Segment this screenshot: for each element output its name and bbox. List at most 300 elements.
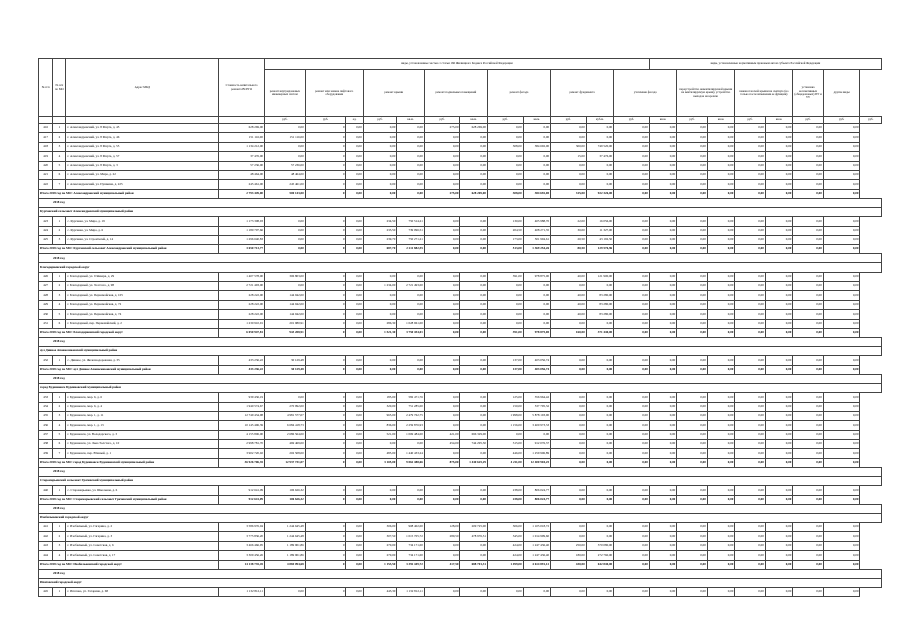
row-value: 0,00 bbox=[677, 523, 708, 532]
row-value: 0,00 bbox=[523, 587, 550, 596]
section-row bbox=[39, 207, 882, 216]
unit-cell: кв.м. bbox=[707, 117, 734, 124]
row-value: 0,00 bbox=[649, 152, 676, 161]
year-row bbox=[39, 338, 882, 347]
total-value: 0,00 bbox=[707, 495, 734, 504]
row-value: 0,00 bbox=[649, 486, 676, 495]
row-value: 0,00 bbox=[823, 587, 860, 596]
row-value: 0,00 bbox=[523, 282, 550, 291]
row-value: 0,00 bbox=[735, 291, 766, 300]
row-value: 0,00 bbox=[460, 541, 487, 550]
row-value: 0,00 bbox=[346, 440, 363, 449]
row-value: 3 902 720,02 bbox=[219, 449, 265, 458]
row-value: 0,00 bbox=[649, 310, 676, 319]
total-value: 0,00 bbox=[346, 329, 363, 338]
row-value: 0,00 bbox=[823, 440, 860, 449]
row-value: 16 056,00 bbox=[586, 217, 613, 226]
table-row bbox=[39, 133, 882, 142]
table-row bbox=[39, 142, 882, 151]
row-value: 0,00 bbox=[586, 486, 613, 495]
total-value: 80,50 bbox=[551, 245, 587, 254]
row-value: 0,00 bbox=[823, 180, 860, 189]
row-value: 0,00 bbox=[346, 319, 363, 328]
total-value: 0,00 bbox=[346, 495, 363, 504]
row-value: 151 116,00 bbox=[265, 133, 306, 142]
row-value: 275,00 bbox=[424, 124, 460, 133]
total-value: 0,00 bbox=[363, 189, 397, 198]
row-value: 0,00 bbox=[735, 430, 766, 439]
total-value: 275,00 bbox=[424, 189, 460, 198]
row-value: 0,00 bbox=[460, 291, 487, 300]
header-group-regional: виды, установленные нормативным правовым актом субъекта Российской Федерации bbox=[649, 59, 881, 70]
row-value: 1 180 707,66 bbox=[219, 226, 265, 235]
row-value: 0,00 bbox=[424, 449, 460, 458]
row-value: 0,00 bbox=[346, 587, 363, 596]
row-value: 238,00 bbox=[487, 486, 523, 495]
section-label: Курганский сельсовет Александровский муниципальный район bbox=[39, 207, 882, 216]
row-value: 0,00 bbox=[614, 152, 650, 161]
total-value: 0,00 bbox=[735, 365, 766, 374]
row-value: 0,00 bbox=[823, 133, 860, 142]
section-row bbox=[39, 347, 882, 356]
row-value: 0,00 bbox=[397, 133, 424, 142]
table-row bbox=[39, 282, 882, 291]
row-value: 3 466 466,95 bbox=[219, 541, 265, 550]
row-value: 0,00 bbox=[823, 300, 860, 309]
row-value: 0,00 bbox=[265, 217, 306, 226]
total-value: 0,00 bbox=[707, 189, 734, 198]
total-value: 0,00 bbox=[649, 495, 676, 504]
row-value: 1 940 574,67 bbox=[219, 402, 265, 411]
row-value: 0,00 bbox=[460, 393, 487, 402]
row-value: 2 721 493,00 bbox=[397, 282, 424, 291]
row-value: 5 878 193,90 bbox=[523, 411, 550, 420]
row-value: 0,00 bbox=[551, 393, 587, 402]
total-value: 0,00 bbox=[765, 495, 792, 504]
total-value: 0,00 bbox=[765, 329, 792, 338]
unit-cell: кв.м. bbox=[523, 117, 550, 124]
row-value: 0,00 bbox=[614, 282, 650, 291]
row-value: 0,00 bbox=[735, 133, 766, 142]
total-value: 315,00 bbox=[551, 189, 587, 198]
total-value: 0,00 bbox=[677, 189, 708, 198]
row-value: 0 bbox=[305, 356, 346, 365]
row-value: 696 329,00 bbox=[460, 430, 487, 439]
row-value: 0,00 bbox=[793, 170, 824, 179]
row-value: 384 692,00 bbox=[523, 142, 550, 151]
row-value: 0 bbox=[305, 449, 346, 458]
total-value: 912 641,09 bbox=[219, 495, 265, 504]
row-value: 0,00 bbox=[735, 217, 766, 226]
header-units-row bbox=[39, 117, 882, 124]
row-value: 0,00 bbox=[523, 133, 550, 142]
row-value: 0,00 bbox=[677, 449, 708, 458]
row-value: 0,00 bbox=[586, 282, 613, 291]
row-value: 0,00 bbox=[460, 449, 487, 458]
total-value: 0,00 bbox=[586, 458, 613, 467]
row-value: 1 234,00 bbox=[363, 282, 397, 291]
section-row bbox=[39, 383, 882, 392]
total-value: 238,00 bbox=[487, 495, 523, 504]
header-num-mo: № п/п по МО bbox=[53, 59, 66, 117]
row-value: 0,00 bbox=[551, 356, 587, 365]
row-value: 0,00 bbox=[707, 272, 734, 281]
row-value: 0,00 bbox=[614, 170, 650, 179]
row-value: 0,00 bbox=[793, 486, 824, 495]
row-value: 0,00 bbox=[614, 523, 650, 532]
row-mo-number: 5 bbox=[53, 161, 66, 170]
row-mo-number: 3 bbox=[53, 235, 66, 244]
row-value: 0,00 bbox=[265, 393, 306, 402]
row-number: 445 bbox=[39, 587, 53, 596]
year-row bbox=[39, 467, 882, 476]
row-value: 0,00 bbox=[793, 282, 824, 291]
row-value: 0,00 bbox=[735, 449, 766, 458]
total-value: 943 208,91 bbox=[265, 329, 306, 338]
row-value: 0,00 bbox=[677, 170, 708, 179]
row-value: 0,00 bbox=[424, 282, 460, 291]
row-address: г. Благодарный, ул. 9 Января, д. 29 bbox=[66, 272, 219, 281]
row-value: 0,00 bbox=[614, 180, 650, 189]
row-mo-number: 1 bbox=[53, 393, 66, 402]
section-label: аул Дивное Апанасенковский муниципальный район bbox=[39, 347, 882, 356]
unit-cell: руб. bbox=[735, 117, 766, 124]
row-value: 1 440 433,24 bbox=[397, 449, 424, 458]
row-number: 437 bbox=[39, 430, 53, 439]
row-value: 1 244 645,48 bbox=[265, 523, 306, 532]
row-value: 0,00 bbox=[677, 440, 708, 449]
row-value: 582 471,76 bbox=[397, 393, 424, 402]
row-value: 0,00 bbox=[551, 440, 587, 449]
row-value: 0,00 bbox=[735, 551, 766, 560]
year-row bbox=[39, 504, 882, 513]
total-value: 6 050 947,81 bbox=[219, 329, 265, 338]
row-value: 0,00 bbox=[586, 421, 613, 430]
row-value: 0,00 bbox=[460, 356, 487, 365]
row-value: 0,00 bbox=[346, 272, 363, 281]
row-value: 0,00 bbox=[765, 402, 792, 411]
row-value: 125,00 bbox=[487, 393, 523, 402]
row-value: 0,00 bbox=[707, 486, 734, 495]
row-value: 22,00 bbox=[551, 217, 587, 226]
row-number: 441 bbox=[39, 523, 53, 532]
total-value: 0,00 bbox=[793, 329, 824, 338]
row-value: 0,00 bbox=[765, 356, 792, 365]
row-value: 0 bbox=[305, 235, 346, 244]
unit-cell-empty bbox=[39, 117, 53, 124]
row-value: 0,00 bbox=[735, 152, 766, 161]
row-address: г. Буденновск, мкр. 6, д. 4 bbox=[66, 402, 219, 411]
row-address: г. Изобильный, ул. Советская, д. 17 bbox=[66, 551, 219, 560]
row-value: 0,00 bbox=[649, 180, 676, 189]
row-value: 0,00 bbox=[735, 235, 766, 244]
row-value: 0,00 bbox=[649, 440, 676, 449]
row-value: 0,00 bbox=[735, 421, 766, 430]
row-value: 3 586 976,04 bbox=[219, 523, 265, 532]
year-label: 2018 год bbox=[39, 338, 882, 347]
row-value: 0,00 bbox=[649, 133, 676, 142]
row-value: 234,50 bbox=[363, 217, 397, 226]
row-value: 0,00 bbox=[346, 402, 363, 411]
row-value: 0,00 bbox=[551, 319, 587, 328]
total-label: Итого 2018 год по МО: Курганский сельсовет Александровский муниципальный район bbox=[39, 245, 219, 254]
row-value: 0,00 bbox=[346, 170, 363, 179]
row-value: 315,00 bbox=[487, 440, 523, 449]
total-label: Итого 2018 год по МО: Благодарненский городской округ bbox=[39, 329, 219, 338]
row-value: 0,00 bbox=[523, 319, 550, 328]
row-value: 0,00 bbox=[823, 523, 860, 532]
row-value: 0,00 bbox=[735, 393, 766, 402]
total-value: 0,00 bbox=[707, 245, 734, 254]
row-value: 0,00 bbox=[424, 393, 460, 402]
total-value: 417,50 bbox=[424, 560, 460, 569]
row-value: 0,00 bbox=[460, 486, 487, 495]
unit-cell-empty bbox=[53, 117, 66, 124]
total-label: Итого 2018 год по МО: аул Дивное Апанасенковский муниципальный район bbox=[39, 365, 219, 374]
row-value: 750 271,21 bbox=[397, 235, 424, 244]
row-value: 0,00 bbox=[823, 282, 860, 291]
row-value: 0,00 bbox=[649, 393, 676, 402]
row-value: 0,00 bbox=[823, 310, 860, 319]
row-value: 0,00 bbox=[735, 161, 766, 170]
total-value: 4 614 891,12 bbox=[523, 560, 550, 569]
row-value: 0,00 bbox=[735, 300, 766, 309]
total-value: 391,00 bbox=[487, 329, 523, 338]
row-value: 0,00 bbox=[265, 226, 306, 235]
row-address: г. Александровский, ул. Пушкина, д. 225 bbox=[66, 180, 219, 189]
row-value: 180,00 bbox=[551, 551, 587, 560]
row-value: 0,00 bbox=[677, 310, 708, 319]
table-row bbox=[39, 532, 882, 541]
row-value: 0,00 bbox=[707, 161, 734, 170]
unit-cell: руб. bbox=[424, 117, 460, 124]
row-value: 0 bbox=[305, 402, 346, 411]
total-value: 0,00 bbox=[765, 365, 792, 374]
row-value: 2 686 564,00 bbox=[265, 430, 306, 439]
total-value: 0,00 bbox=[346, 365, 363, 374]
row-value: 0,00 bbox=[523, 152, 550, 161]
row-value: 150,00 bbox=[487, 402, 523, 411]
row-value: 201 980,91 bbox=[265, 319, 306, 328]
row-value: 391,00 bbox=[487, 272, 523, 281]
row-value: 0,00 bbox=[677, 300, 708, 309]
row-value: 0,00 bbox=[614, 486, 650, 495]
row-value: 0,00 bbox=[735, 124, 766, 133]
header-address: Адрес МКД bbox=[66, 59, 219, 117]
row-mo-number: 4 bbox=[53, 300, 66, 309]
total-value: 0,00 bbox=[346, 189, 363, 198]
row-value: 408 271,35 bbox=[523, 226, 550, 235]
total-value: 0,00 bbox=[649, 458, 676, 467]
row-value: 0,00 bbox=[649, 272, 676, 281]
row-value: 0,00 bbox=[765, 152, 792, 161]
row-value: 0,00 bbox=[363, 124, 397, 133]
row-value: 0,00 bbox=[551, 421, 587, 430]
table-header bbox=[39, 59, 882, 124]
row-value: 0,00 bbox=[614, 440, 650, 449]
row-value: 356 964,42 bbox=[523, 393, 550, 402]
unit-cell: ед. bbox=[346, 117, 363, 124]
row-value: 0,00 bbox=[614, 226, 650, 235]
row-value: 0,00 bbox=[424, 161, 460, 170]
row-value: 0,00 bbox=[460, 133, 487, 142]
row-value: 0 bbox=[305, 282, 346, 291]
row-value: 0,00 bbox=[677, 272, 708, 281]
row-value: 0,00 bbox=[707, 124, 734, 133]
row-value: 0,00 bbox=[265, 282, 306, 291]
row-value: 30,00 bbox=[551, 226, 587, 235]
table-row bbox=[39, 421, 882, 430]
row-address: г. Изобильный, ул. Гагарина, д. 2 bbox=[66, 523, 219, 532]
table-row bbox=[39, 551, 882, 560]
row-value: 2 479 762,75 bbox=[397, 411, 424, 420]
row-value: 0,00 bbox=[346, 180, 363, 189]
total-value: 3 105,00 bbox=[363, 458, 397, 467]
row-address: с. Дивное, ул. Железнодорожная, д. 35 bbox=[66, 356, 219, 365]
row-value: 0 bbox=[305, 152, 346, 161]
row-value: 0,00 bbox=[823, 541, 860, 550]
row-mo-number: 7 bbox=[53, 180, 66, 189]
row-value: 0,00 bbox=[487, 291, 523, 300]
row-value: 0,00 bbox=[649, 226, 676, 235]
row-value: 300,00 bbox=[551, 142, 587, 151]
row-value: 1 132 812,11 bbox=[219, 587, 265, 596]
row-value: 0,00 bbox=[397, 170, 424, 179]
row-value: 0,00 bbox=[677, 142, 708, 151]
row-value: 0,00 bbox=[586, 180, 613, 189]
row-value: 0,00 bbox=[793, 532, 824, 541]
row-value: 0,00 bbox=[586, 587, 613, 596]
year-label: 2018 год bbox=[39, 467, 882, 476]
total-value: 628 269,00 bbox=[460, 189, 487, 198]
row-value: 270,00 bbox=[363, 551, 397, 560]
row-value: 0,00 bbox=[363, 440, 397, 449]
row-value: 245 461,00 bbox=[265, 180, 306, 189]
row-value: 48 464,00 bbox=[219, 170, 265, 179]
total-value: 1 499,00 bbox=[487, 560, 523, 569]
row-value: 0,00 bbox=[551, 430, 587, 439]
year-label: 2018 год bbox=[39, 198, 882, 207]
row-value: 0,00 bbox=[424, 319, 460, 328]
row-value: 0,00 bbox=[523, 300, 550, 309]
header-col-meters: установка коллективных (общедомовых) ПУ и УУ bbox=[793, 70, 824, 117]
row-value: 12 749 434,98 bbox=[219, 411, 265, 420]
row-value: 0,00 bbox=[614, 541, 650, 550]
row-value: 0,00 bbox=[707, 319, 734, 328]
total-value: 0,00 bbox=[649, 560, 676, 569]
row-value: 0,00 bbox=[707, 217, 734, 226]
row-value: 0,00 bbox=[551, 532, 587, 541]
row-value: 403 056,74 bbox=[523, 356, 550, 365]
row-number: 432 bbox=[39, 356, 53, 365]
row-value: 308,00 bbox=[487, 142, 523, 151]
header-num-reg: № п/п bbox=[39, 59, 53, 117]
total-row bbox=[39, 245, 882, 254]
row-value: 1 132 812,11 bbox=[397, 587, 424, 596]
row-value: 1 028 961,00 bbox=[397, 319, 424, 328]
row-value: 0,00 bbox=[649, 541, 676, 550]
row-value: 0,00 bbox=[765, 235, 792, 244]
row-value: 0,00 bbox=[649, 124, 676, 133]
row-value: 0,00 bbox=[765, 180, 792, 189]
table-row bbox=[39, 393, 882, 402]
header-col-roof-conversion: переустройство невентилируемой крыши на вентилируемую крышу, устройство выходов на кровлю bbox=[677, 70, 735, 117]
table-row bbox=[39, 291, 882, 300]
year-label: 2018 год bbox=[39, 504, 882, 513]
row-value: 3 309 456,26 bbox=[219, 551, 265, 560]
row-value: 0,00 bbox=[363, 486, 397, 495]
row-value: 0,00 bbox=[823, 142, 860, 151]
table-row bbox=[39, 170, 882, 179]
row-number: 435 bbox=[39, 411, 53, 420]
row-value: 0 bbox=[305, 541, 346, 550]
row-value: 628 269,00 bbox=[460, 124, 487, 133]
row-value: 2 721 493,00 bbox=[219, 282, 265, 291]
row-value: 0,00 bbox=[793, 356, 824, 365]
total-label: Итого 2018 год по МО: Старомарьевский сельсовет Грачевский муниципальный район bbox=[39, 495, 219, 504]
row-value: 370 080,00 bbox=[586, 541, 613, 550]
row-value: 0,00 bbox=[707, 282, 734, 291]
total-value: 30 129,48 bbox=[265, 365, 306, 374]
row-value: 0,00 bbox=[460, 235, 487, 244]
row-address: г. Благодарный, пер. Первомайский, д. 2 bbox=[66, 319, 219, 328]
row-value: 0,00 bbox=[823, 393, 860, 402]
row-value: 0,00 bbox=[487, 180, 523, 189]
row-value: 0,00 bbox=[586, 440, 613, 449]
row-value: 0,00 bbox=[793, 587, 824, 596]
row-value: 0,00 bbox=[614, 124, 650, 133]
total-value: 403 056,74 bbox=[523, 365, 550, 374]
row-value: 0,00 bbox=[823, 235, 860, 244]
total-value: 0,00 bbox=[677, 495, 708, 504]
row-address: с. Курганка, ул. Мира, д. 6 bbox=[66, 226, 219, 235]
row-value: 0,00 bbox=[765, 430, 792, 439]
row-value: 0,00 bbox=[551, 523, 587, 532]
row-value: 0,00 bbox=[424, 300, 460, 309]
row-value: 270 992,00 bbox=[265, 402, 306, 411]
row-value: 0,00 bbox=[424, 152, 460, 161]
row-value: 0,00 bbox=[677, 430, 708, 439]
row-value: 0 bbox=[305, 133, 346, 142]
row-value: 0,00 bbox=[363, 291, 397, 300]
row-value: 0,00 bbox=[793, 430, 824, 439]
section-row bbox=[39, 263, 882, 272]
section-label: Благодарненский городской округ bbox=[39, 263, 882, 272]
row-value: 0,00 bbox=[765, 523, 792, 532]
unit-cell: руб. bbox=[677, 117, 708, 124]
row-value: 0,00 bbox=[765, 161, 792, 170]
row-value: 0,00 bbox=[677, 161, 708, 170]
row-number: 417 bbox=[39, 133, 53, 142]
row-value: 228 222,00 bbox=[219, 310, 265, 319]
total-value: 0,00 bbox=[614, 495, 650, 504]
row-value: 0,00 bbox=[346, 124, 363, 133]
row-value: 0,00 bbox=[707, 356, 734, 365]
total-value: 0 bbox=[305, 560, 346, 569]
capital-repair-register-table bbox=[38, 58, 882, 597]
row-value: 0,00 bbox=[551, 180, 587, 189]
row-value: 0,00 bbox=[707, 310, 734, 319]
row-value: 202 508,00 bbox=[265, 449, 306, 458]
row-value: 0,00 bbox=[346, 411, 363, 420]
row-value: 0 bbox=[305, 217, 346, 226]
header-col-facade: ремонт фасада bbox=[487, 70, 550, 117]
row-value: 421,00 bbox=[424, 430, 460, 439]
row-value: 0,00 bbox=[346, 430, 363, 439]
row-value: 0,00 bbox=[735, 523, 766, 532]
row-value: 0,00 bbox=[363, 310, 397, 319]
table-row bbox=[39, 226, 882, 235]
